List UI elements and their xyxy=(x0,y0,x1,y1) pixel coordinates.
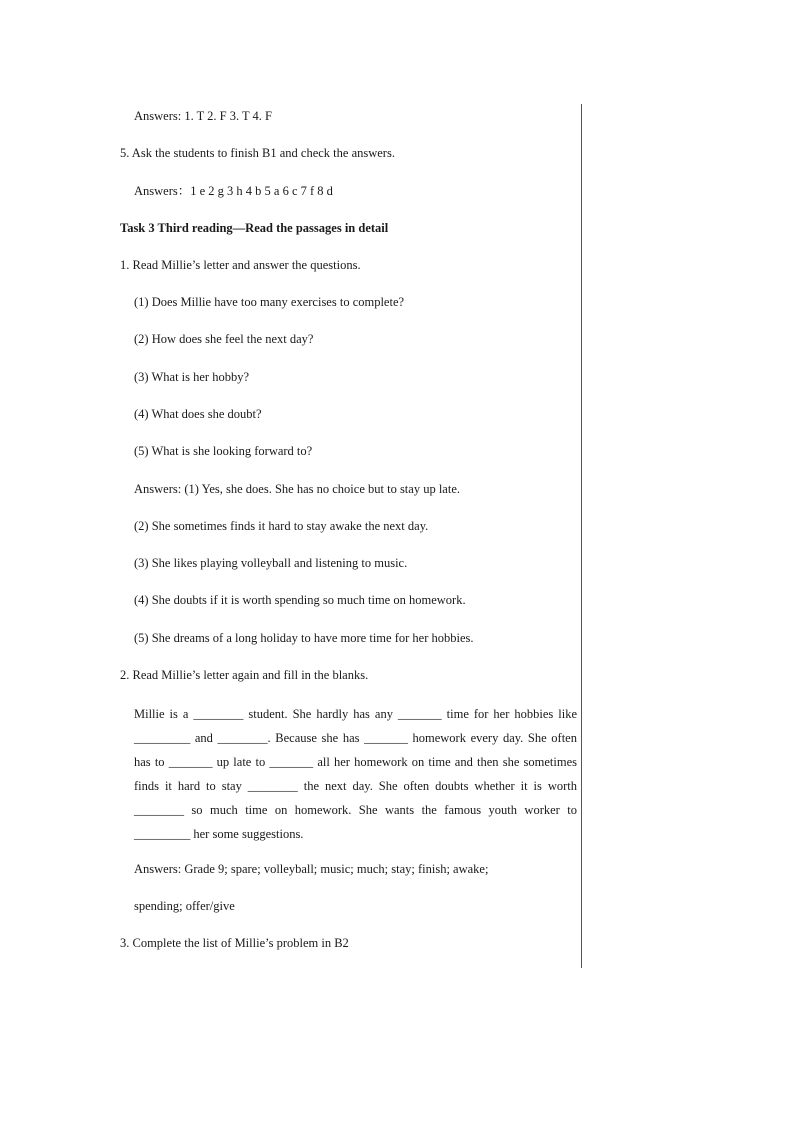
blanks-answers-continued: spending; offer/give xyxy=(134,899,235,913)
answer-5: (5) She dreams of a long holiday to have more time for her hobbies. xyxy=(134,631,474,645)
question-4: (4) What does she doubt? xyxy=(134,407,262,421)
blanks-answers: Answers: Grade 9; spare; volleyball; music; much; stay; finish; awake; xyxy=(134,862,489,876)
question-2: (2) How does she feel the next day? xyxy=(134,332,314,346)
question-3: (3) What is her hobby? xyxy=(134,370,250,384)
step-5-instruction: 5. Ask the students to finish B1 and check the answers. xyxy=(120,146,395,160)
answers-true-false: Answers: 1. T 2. F 3. T 4. F xyxy=(134,109,272,123)
answer-1: Answers: (1) Yes, she does. She has no choice but to stay up late. xyxy=(134,482,460,496)
table-border-line xyxy=(581,104,582,968)
answers-b1: Answers：1 e 2 g 3 h 4 b 5 a 6 c 7 f 8 d xyxy=(134,184,333,198)
step-2-instruction: 2. Read Millie’s letter again and fill in the blanks. xyxy=(120,668,369,682)
question-5: (5) What is she looking forward to? xyxy=(134,444,313,458)
task-3-heading: Task 3 Third reading—Read the passages in detail xyxy=(120,221,389,235)
answer-4: (4) She doubts if it is worth spending so much time on homework. xyxy=(134,593,466,607)
fill-in-blanks-paragraph: Millie is a ________ student. She hardly has any _______ time for her hobbies like _________ and ________. Because she has _______ homework every day. She often has to _______ up late to _______ all her homework on time and then she sometimes finds it hard to stay ________ the next day. She often doubts whether it is worth ________ so much time on homework. She wants the famous youth worker to _________ her some suggestions. xyxy=(134,707,577,841)
step-3-instruction: 3. Complete the list of Millie’s problem in B2 xyxy=(120,936,349,950)
answer-2: (2) She sometimes finds it hard to stay awake the next day. xyxy=(134,519,429,533)
question-1: (1) Does Millie have too many exercises to complete? xyxy=(134,295,405,309)
answer-3: (3) She likes playing volleyball and listening to music. xyxy=(134,556,408,570)
step-1-instruction: 1. Read Millie’s letter and answer the questions. xyxy=(120,258,361,272)
